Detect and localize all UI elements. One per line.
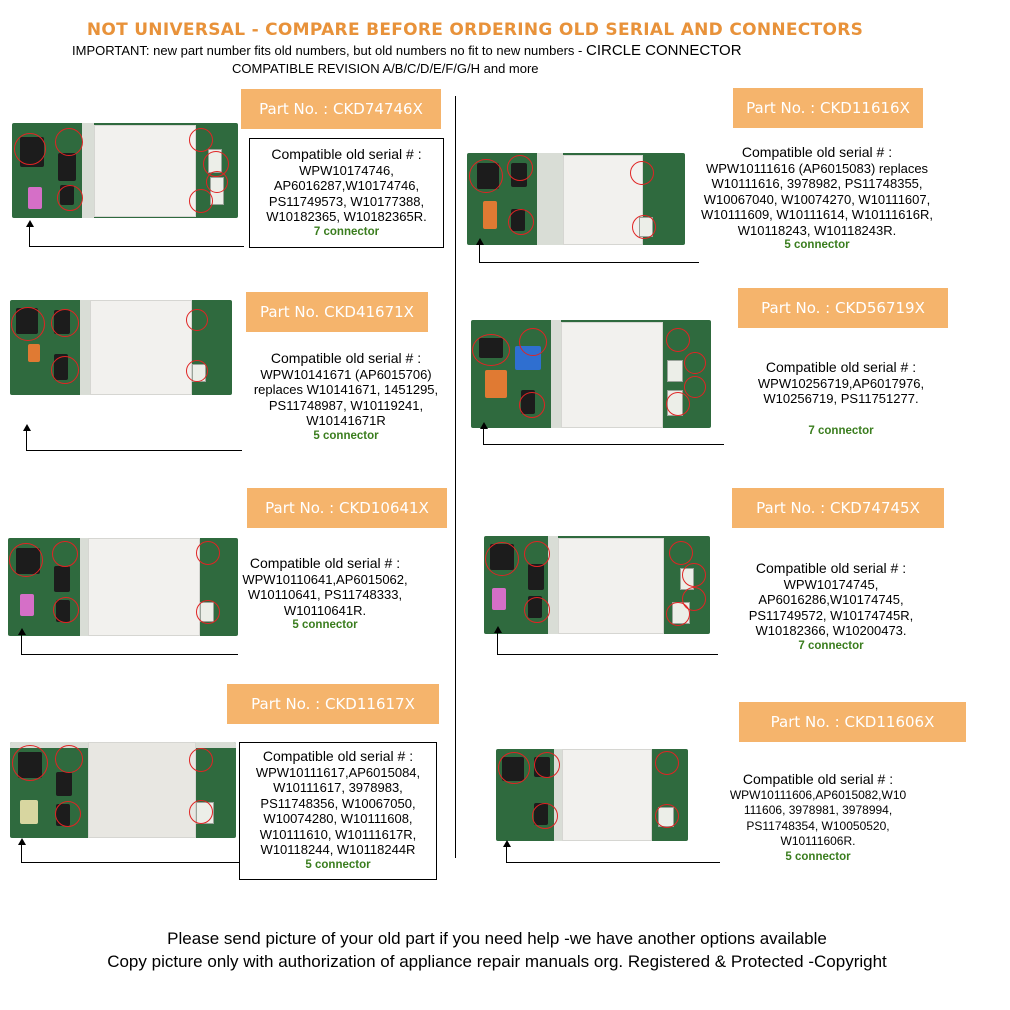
leader-arrow <box>479 240 699 263</box>
compatible-title: Compatible old serial # : <box>755 560 907 576</box>
serial-line: WPW10174746, <box>299 162 394 178</box>
highlight-ring <box>519 392 545 418</box>
leader-arrow <box>26 426 242 451</box>
connector-count: 7 connector <box>808 424 874 437</box>
highlight-ring <box>196 541 220 565</box>
highlight-ring <box>469 159 503 193</box>
serial-line: W10110641, PS11748333, <box>247 587 403 602</box>
highlight-ring <box>666 328 690 352</box>
important-note <box>72 42 742 59</box>
leader-arrow <box>497 628 718 655</box>
serial-line: AP6016287,W10174746, <box>273 178 420 193</box>
highlight-ring <box>51 356 79 384</box>
serial-line: WPW10174745, <box>783 576 879 592</box>
highlight-ring <box>655 751 679 775</box>
connector-count: 5 connector <box>292 619 358 631</box>
highlight-ring <box>9 543 43 577</box>
serial-line: WPW10111617,AP6015084, <box>255 764 421 780</box>
compatible-serials-box <box>720 772 916 865</box>
connector-count: 7 connector <box>313 225 380 238</box>
serial-line: W10111609, W10111614, W10111616R, <box>701 207 933 222</box>
serial-line: PS11749572, W10174745R, <box>748 607 914 623</box>
part-number-tag: Part No. CKD41671X <box>246 292 428 332</box>
highlight-ring <box>11 307 45 341</box>
connector-count: 5 connector <box>784 239 850 251</box>
highlight-ring <box>684 352 706 374</box>
serial-line: WPW10110641,AP6015062, <box>242 571 408 587</box>
highlight-ring <box>682 563 706 587</box>
highlight-ring <box>186 360 208 382</box>
highlight-ring <box>666 392 690 416</box>
highlight-ring <box>55 128 83 156</box>
important-note-emphasis: CIRCLE CONNECTOR <box>585 42 742 59</box>
highlight-ring <box>524 597 550 623</box>
compatible-serials-box <box>736 561 926 654</box>
page-title: NOT UNIVERSAL - COMPARE BEFORE ORDERING OLD SERIAL AND CONNECTORS <box>86 20 864 40</box>
leader-arrow <box>21 630 238 655</box>
highlight-ring <box>632 215 656 239</box>
highlight-ring <box>485 542 519 576</box>
highlight-ring <box>519 328 547 356</box>
highlight-ring <box>189 800 213 824</box>
highlight-ring <box>189 189 213 213</box>
part-number-tag: Part No. : CKD11617X <box>227 684 439 724</box>
connector-count: 5 connector <box>305 858 371 871</box>
serial-line: W10141671R <box>306 413 386 428</box>
compatible-title: Compatible old serial # : <box>270 350 422 366</box>
compatible-title: Compatible old serial # : <box>765 359 917 375</box>
leader-arrow <box>21 840 241 863</box>
highlight-ring <box>55 801 81 827</box>
highlight-ring <box>684 376 706 398</box>
compatible-title: Compatible old serial # : <box>741 144 893 160</box>
compatible-title: Compatible old serial # : <box>262 748 414 764</box>
serial-line: PS11749573, W10177388, <box>268 193 425 209</box>
serial-line: W10118243, W10118243R. <box>737 222 897 238</box>
serial-line: W10110641R. <box>283 602 367 618</box>
compatible-title: Compatible old serial # : <box>742 771 894 787</box>
highlight-ring <box>189 748 213 772</box>
serial-line: W10074280, W10111608, <box>263 811 413 826</box>
serial-line: WPW10141671 (AP6015706) <box>260 366 432 382</box>
serial-line: W10182366, W10200473. <box>755 623 907 638</box>
highlight-ring <box>669 541 693 565</box>
highlight-ring <box>655 804 679 828</box>
part-number-tag: Part No. : CKD10641X <box>247 488 447 528</box>
highlight-ring <box>14 133 46 165</box>
compatible-serials-box <box>692 145 942 254</box>
compatible-serials-box <box>239 556 411 634</box>
serial-line: W10111616, 3978982, PS11748355, <box>711 176 923 191</box>
highlight-ring <box>532 803 558 829</box>
highlight-ring <box>53 597 79 623</box>
connector-count: 5 connector <box>785 850 851 863</box>
column-divider <box>455 96 456 858</box>
highlight-ring <box>630 161 654 185</box>
serial-line: WPW10256719,AP6017976, <box>757 375 925 391</box>
connector-count: 7 connector <box>798 639 864 652</box>
highlight-ring <box>534 752 560 778</box>
highlight-ring <box>507 155 533 181</box>
part-number-tag: Part No. : CKD74746X <box>241 89 441 129</box>
serial-line: W10111617, 3978983, <box>273 780 403 795</box>
serial-line: PS11748354, W10050520, <box>746 818 890 833</box>
serial-line: W10111610, W10111617R, <box>259 826 417 842</box>
compatible-revision-note: COMPATIBLE REVISION A/B/C/D/E/F/G/H and more <box>232 61 539 76</box>
compatible-serials-box <box>249 138 444 248</box>
highlight-ring <box>186 309 208 331</box>
highlight-ring <box>524 541 550 567</box>
compatible-serials-box <box>240 351 452 444</box>
serial-line: replaces W10141671, 1451295, <box>253 382 439 397</box>
highlight-ring <box>55 745 83 773</box>
serial-line: PS11748356, W10067050, <box>260 795 416 811</box>
compatible-title: Compatible old serial # : <box>249 555 401 571</box>
highlight-ring <box>12 745 48 781</box>
serial-line: WPW10111606,AP6015082,W10 <box>729 787 907 802</box>
leader-arrow <box>506 842 720 863</box>
serial-line: W10118244, W10118244R <box>260 842 416 857</box>
highlight-ring <box>189 128 213 152</box>
serial-line: PS11748987, W10119241, <box>268 397 424 413</box>
highlight-ring <box>57 185 83 211</box>
serial-line: W10182365, W10182365R. <box>266 209 427 224</box>
highlight-ring <box>206 171 228 193</box>
highlight-ring <box>666 602 690 626</box>
highlight-ring <box>196 600 220 624</box>
part-number-tag: Part No. : CKD11606X <box>739 702 966 742</box>
compatible-serials-box <box>239 742 437 880</box>
serial-line: AP6016286,W10174745, <box>758 592 904 607</box>
compatible-serials-box <box>741 360 941 439</box>
part-number-tag: Part No. : CKD56719X <box>738 288 948 328</box>
copyright-note: Copy picture only with authorization of appliance repair manuals org. Registered & Protected -Copyright <box>107 952 887 971</box>
highlight-ring <box>508 209 534 235</box>
highlight-ring <box>472 334 510 366</box>
highlight-ring <box>52 541 78 567</box>
serial-line: W10256719, PS11751277. <box>763 391 919 406</box>
compatible-title: Compatible old serial # : <box>271 146 422 162</box>
part-number-tag: Part No. : CKD11616X <box>733 88 923 128</box>
serial-line: 111606, 3978981, 3978994, <box>743 803 893 817</box>
serial-line: W10067040, W10074270, W10111607, <box>703 191 931 207</box>
highlight-ring <box>498 752 530 784</box>
connector-count: 5 connector <box>313 429 379 442</box>
serial-line: W10111606R. <box>780 834 856 848</box>
leader-arrow <box>483 424 724 445</box>
part-number-tag: Part No. : CKD74745X <box>732 488 944 528</box>
leader-arrow <box>29 222 244 247</box>
serial-line: WPW10111616 (AP6015083) replaces <box>705 160 929 176</box>
highlight-ring <box>51 309 79 337</box>
help-note: Please send picture of your old part if you need help -we have another options available <box>167 929 827 948</box>
important-note-text: IMPORTANT: new part number fits old numbers, but old numbers no fit to new numbers - <box>72 43 583 58</box>
